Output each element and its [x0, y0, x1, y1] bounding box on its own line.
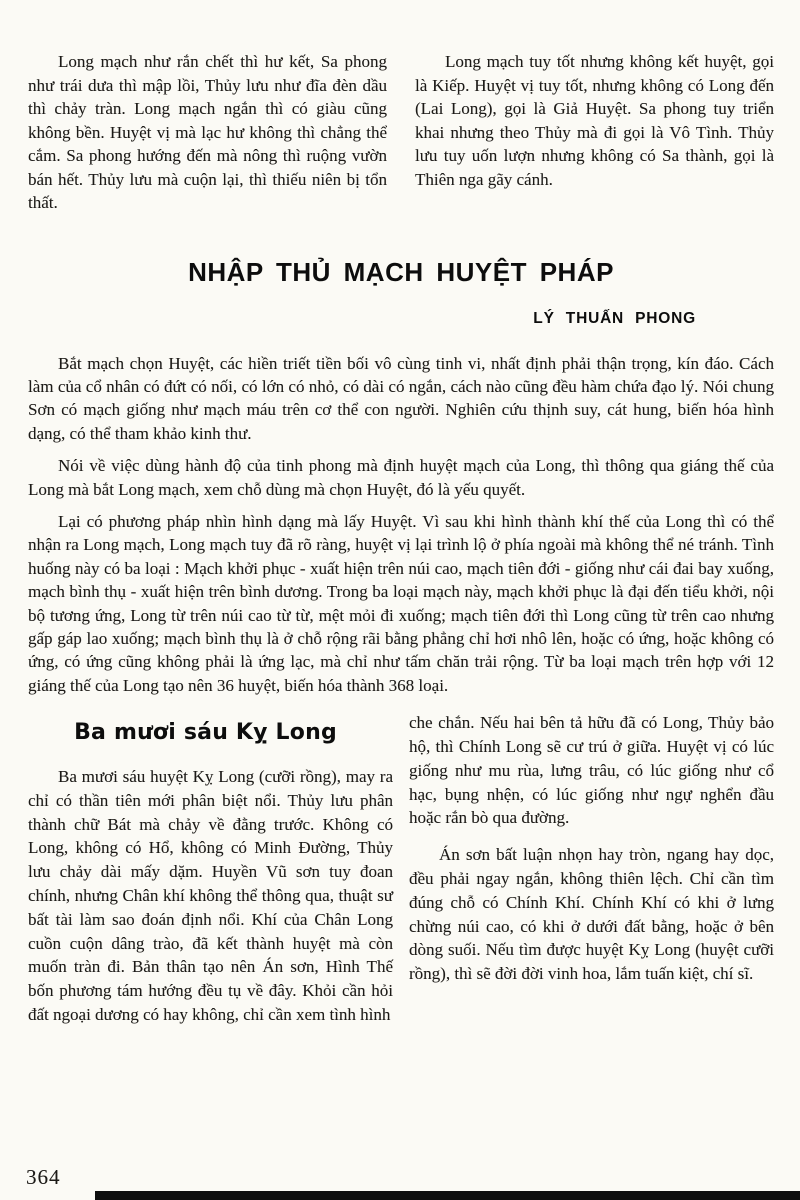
top-two-column-block — [28, 50, 774, 215]
article-body — [28, 352, 774, 698]
article-paragraph-1: Bắt mạch chọn Huyệt, các hiền triết tiền bối vô cùng tinh vi, nhất định phải thận trọng, kín đáo. Cách làm của cổ nhân có đứt có nối, có lớn có nhỏ, có dài có ngắn, cách nào cũng đều hàm chứa đạo lý. Nói chung Sơn có mạch giống như mạch máu trên cơ thể con người. Nghiên cứu thịnh suy, cát hung, biến hóa hình dạng, có thể tham khảo kinh thư. — [28, 353, 774, 443]
intro-left-paragraph: Long mạch như rắn chết thì hư kết, Sa phong như trái dưa thì mập lồi, Thủy lưu như đĩa đèn dầu thì chảy tràn. Long mạch ngắn thì có giàu cũng không bền. Huyệt vị mà lạc hư không thì chẳng thể cắm. Sa phong hướng đến mà nông thì ruộng vườn bán hết. Thủy lưu mà cuộn lại, thì thiếu niên bị tổn thất. — [28, 52, 387, 212]
section-right-paragraph-2: Án sơn bất luận nhọn hay tròn, ngang hay dọc, đều phải ngay ngắn, không thiên lệch. Chỉ cần tìm đúng chỗ có Chính Khí. Chính Khí có khi ở lưng chừng núi cao, có khi ở dưới đất bằng, hoặc ở bên dòng suối. Nếu tìm được huyệt Kỵ Long (huyệt cưỡi rồng), thì sẽ đời đời vinh hoa, lắm tuấn kiệt, chí sĩ. — [409, 845, 774, 984]
page-content — [0, 50, 800, 1027]
bottom-right-column — [409, 711, 774, 1027]
article-paragraph-2: Nói về việc dùng hành độ của tinh phong mà định huyệt mạch của Long, thì thông qua giáng thế của Long mà bắt Long mạch, xem chỗ dùng mà chọn Huyệt, đó là yếu quyết. — [28, 456, 774, 499]
section-title: Ba mươi sáu Kỵ Long — [74, 720, 337, 746]
intro-right-paragraph: Long mạch tuy tốt nhưng không kết huyệt, gọi là Kiếp. Huyệt vị tuy tốt, nhưng không có Long đến (Lai Long), gọi là Giả Huyệt. Sa phong tuy triển khai nhưng theo Thủy mà đi gọi là Vô Tình. Thủy lưu tuy uốn lượn nhưng không có Sa thành, gọi là Thiên nga gãy cánh. — [415, 52, 774, 189]
scan-artifact-bar — [95, 1191, 800, 1200]
page-title: NHẬP THỦ MẠCH HUYỆT PHÁP — [188, 256, 614, 287]
section-left-paragraph: Ba mươi sáu huyệt Kỵ Long (cưỡi rồng), may ra chỉ có thần tiên mới phân biệt nổi. Thủy lưu phân thành chữ Bát mà chảy về đằng trước. Không có Long, không có Hổ, không có Minh Đường, Thủy lưu chảy dài mấy dặm. Huyền Vũ sơn tuy đoan chính, nhưng Chân khí không thể thông qua, thuật sư bất tài làm sao đoán định nổi. Khí của Chân Long cuồn cuộn dâng trào, đã kết thành huyệt mà còn muốn tràn đi. Bản thân tạo nên Án sơn, Hình Thế bốn phương tám hướng đều tụ về đây. Khỏi cần hỏi đất ngoại dương có hay không, chỉ cần xem tình hình — [28, 766, 393, 1024]
author-name: LÝ THUẤN PHONG — [533, 309, 696, 327]
page-number: 364 — [26, 1165, 61, 1189]
section-right-paragraph-1: che chắn. Nếu hai bên tả hữu đã có Long, Thủy bảo hộ, thì Chính Long sẽ cư trú ở giữa. Huyệt vị có lúc giống như mu rùa, lưng trâu, có lúc giống như cổ hạc, bụng nhện, có lúc giống như ngự nghển đầu hoặc rắn bò qua đường. — [409, 713, 774, 828]
bottom-left-column — [28, 711, 393, 1027]
article-paragraph-3: Lại có phương pháp nhìn hình dạng mà lấy Huyệt. Vì sau khi hình thành khí thế của Long thì có thể nhận ra Long mạch, Long mạch tuy đã rõ ràng, huyệt vị lại trình lộ ở phía ngoài mà không thể né tránh. Tình huống này có ba loại : Mạch khởi phục - xuất hiện trên núi cao, mạch tiên đới - giống như cái đai bay xuống, mạch bình thụ - xuất hiện trên bình dương. Trong ba loại mạch này, mạch khởi phục là đại đến tiểu khởi, nội bộ tương ứng, Long từ trên núi cao từ từ, mệt mỏi đi xuống; mạch tiên đới thì Long cũng từ trên cao nhưng gấp gáp lao xuống; mạch bình thụ là ở chỗ rộng rãi bằng phẳng chỉ hơi nhô lên, hoặc có ứng, hoặc không có ứng, có ứng cũng không phải là ứng lạc, mà chỉ như tấm chăn trải rộng. Từ ba loại mạch trên hợp với 12 giáng thế của Long tạo nên 36 huyệt, biến hóa thành 368 loại. — [28, 511, 774, 695]
bottom-two-column-block — [28, 711, 774, 1027]
